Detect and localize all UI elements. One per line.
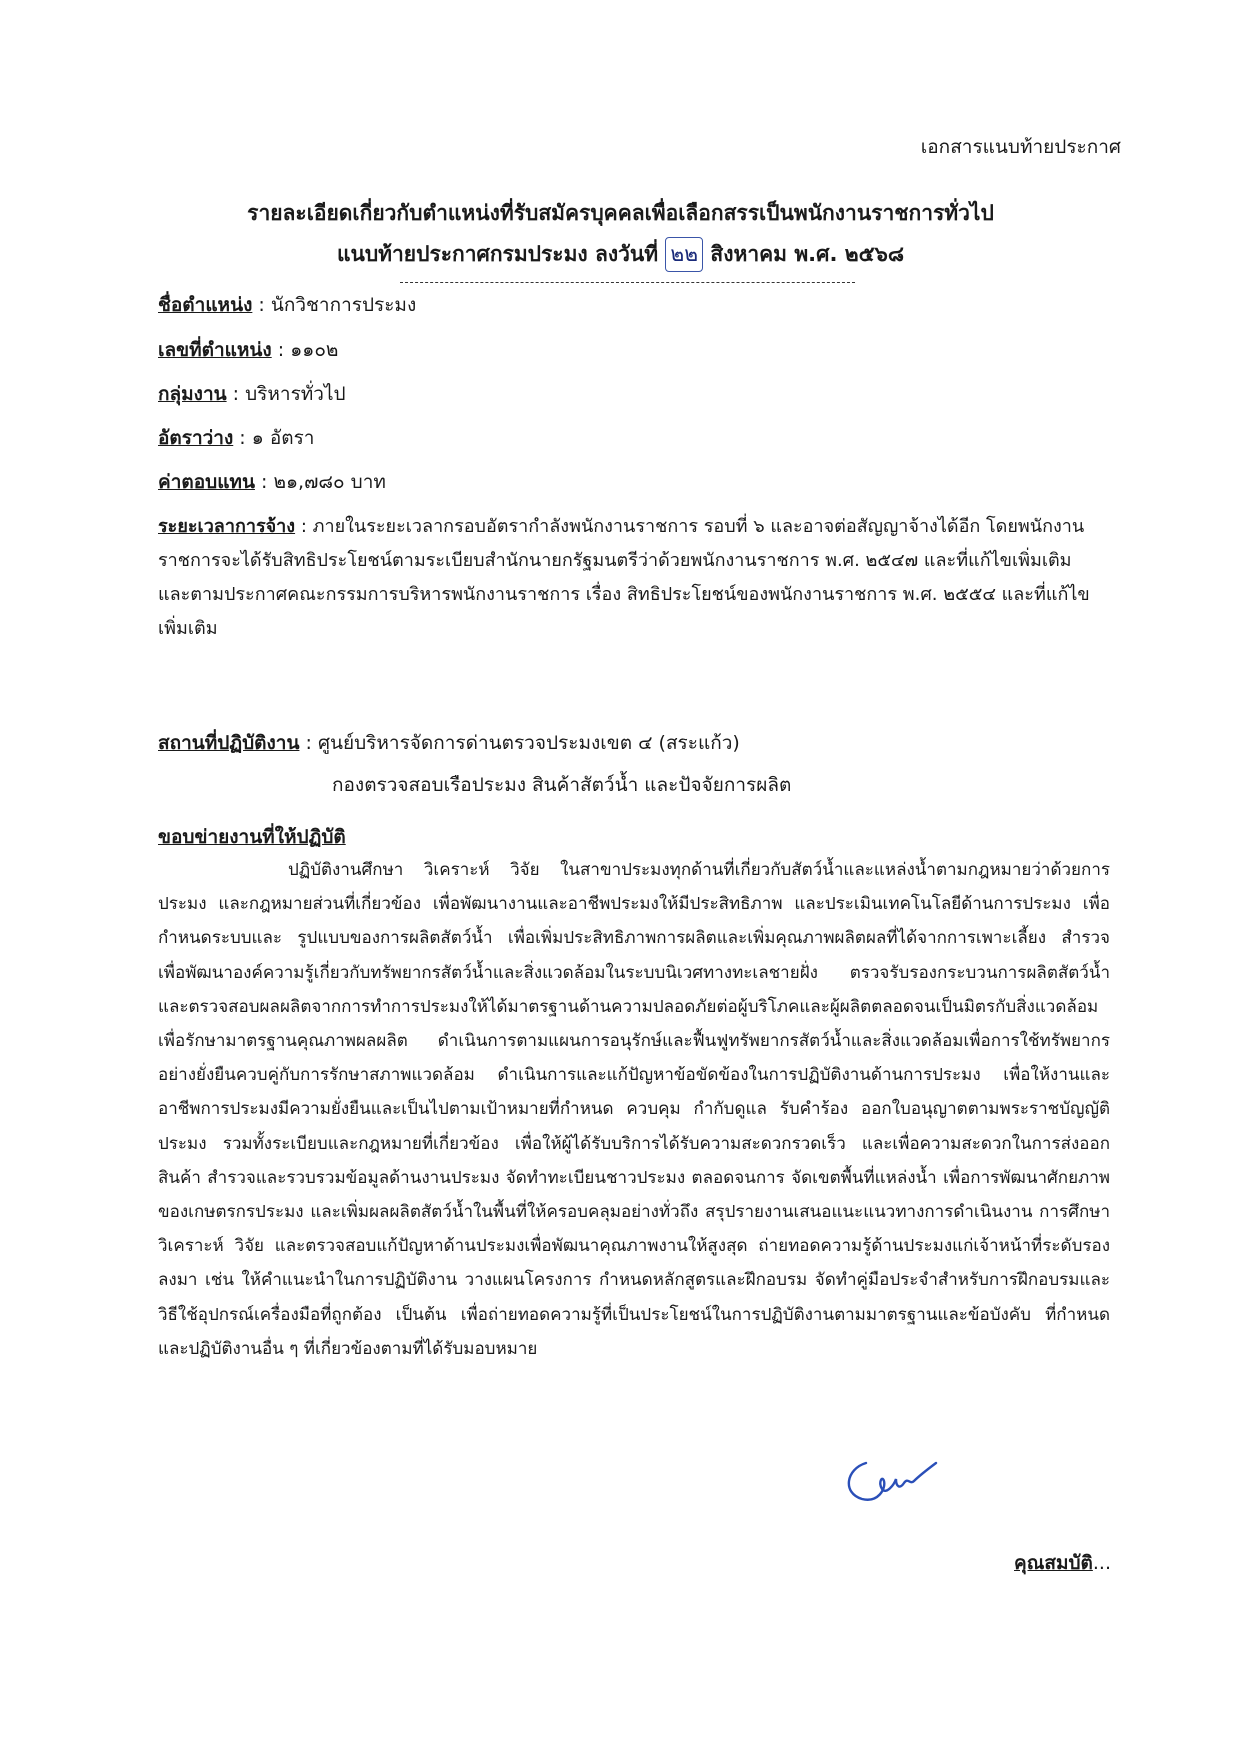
vacancies-value: ๑ อัตรา (251, 427, 315, 449)
workplace-line-1: ศูนย์บริหารจัดการด่านตรวจประมงเขต ๔ (สระแก้ว) (317, 732, 740, 754)
handwritten-date-day: ๒๒ (665, 237, 703, 272)
continued-suffix: ... (1092, 1552, 1111, 1574)
annex-label: เอกสารแนบท้ายประกาศ (920, 136, 1121, 158)
vacancies-row: อัตราว่าง : ๑ อัตรา (158, 427, 315, 449)
employment-period-label: ระยะเวลาการจ้าง (158, 516, 296, 537)
heading-line-2 (0, 237, 1241, 272)
position-name-label: ชื่อตำแหน่ง (158, 294, 253, 316)
continued-footer (1014, 1548, 1111, 1578)
heading-line-2-prefix: แนบท้ายประกาศกรมประมง ลงวันที่ (336, 242, 659, 266)
heading-line-2-suffix: สิงหาคม พ.ศ. ๒๕๖๘ (710, 242, 905, 266)
duties-text: ปฏิบัติงานศึกษา วิเคราะห์ วิจัย ในสาขาประมงทุกด้านที่เกี่ยวกับสัตว์น้ำและแหล่งน้ำตามกฎหมายว่าด้วยการประมง และกฎหมายส่วนที่เกี่ยวข้อง เพื่อพัฒนางานและอาชีพประมงให้มีประสิทธิภาพ และประเมินเทคโนโลยีด้านการประมง เพื่อกำหนดระบบและ รูปแบบของการผลิตสัตว์น้ำ เพื่อเพิ่มประสิทธิภาพการผลิตและเพิ่มคุณภาพผลิตผลที่ได้จากการเพาะเลี้ยง สำรวจ เพื่อพัฒนาองค์ความรู้เกี่ยวกับทรัพยากรสัตว์น้ำและสิ่งแวดล้อมในระบบนิเวศทางทะเลชายฝั่ง ตรวจรับรองกระบวนการผลิตสัตว์น้ำและตรวจสอบผลผลิตจากการทำการประมงให้ได้มาตรฐานด้านความปลอดภัยต่อผู้บริโภคและผู้ผลิตตลอดจนเป็นมิตรกับสิ่งแวดล้อม เพื่อรักษามาตรฐานคุณภาพผลผลิต ดำเนินการตามแผนการอนุรักษ์และฟื้นฟูทรัพยากรสัตว์น้ำและสิ่งแวดล้อมเพื่อการใช้ทรัพยากรอย่างยั่งยืนควบคู่กับการรักษาสภาพแวดล้อม ดำเนินการและแก้ปัญหาข้อขัดข้องในการปฏิบัติงานด้านการประมง เพื่อให้งานและอาชีพการประมงมีความยั่งยืนและเป็นไปตามเป้าหมายที่กำหนด ควบคุม กำกับดูแล รับคำร้อง ออกใบอนุญาตตามพระราชบัญญัติประมง รวมทั้งระเบียบและกฎหมายที่เกี่ยวข้อง เพื่อให้ผู้ได้รับบริการได้รับความสะดวกรวดเร็ว และเพื่อความสะดวกในการส่งออกสินค้า สำรวจและรวบรวมข้อมูลด้านงานประมง จัดทำทะเบียนชาวประมง ตลอดจนการ จัดเขตพื้นที่แหล่งน้ำ เพื่อการพัฒนาศักยภาพของเกษตรกรประมง และเพิ่มผลผลิตสัตว์น้ำในพื้นที่ให้ครอบคลุมอย่างทั่วถึง สรุปรายงานเสนอแนะแนวทางการดำเนินงาน การศึกษาวิเคราะห์ วิจัย และตรวจสอบแก้ปัญหาด้านประมงเพื่อพัฒนาคุณภาพงานให้สูงสุด ถ่ายทอดความรู้ด้านประมงแก่เจ้าหน้าที่ระดับรองลงมา เช่น ให้คำแนะนำในการปฏิบัติงาน วางแผนโครงการ กำหนดหลักสูตรและฝึกอบรม จัดทำคู่มือประจำสำหรับการฝึกอบรมและวิธีใช้อุปกรณ์เครื่องมือที่ถูกต้อง เป็นต้น เพื่อถ่ายทอดความรู้ที่เป็นประโยชน์ในการปฏิบัติงานตามมาตรฐานและข้อบังคับ ที่กำหนด และปฏิบัติงานอื่น ๆ ที่เกี่ยวข้องตามที่ได้รับมอบหมาย (158, 860, 1110, 1359)
continued-label: คุณสมบัติ (1014, 1552, 1093, 1574)
compensation-row: ค่าตอบแทน : ๒๑,๗๘๐ บาท (158, 471, 386, 493)
employment-period-text: ภายในระยะเวลากรอบอัตรากำลังพนักงานราชการ รอบที่ ๖ และอาจต่อสัญญาจ้างได้อีก โดยพนักงานราชการจะได้รับสิทธิประโยชน์ตามระเบียบสำนักนายกรัฐมนตรีว่าด้วยพนักงานราชการ พ.ศ. ๒๕๔๗ และที่แก้ไขเพิ่มเติม และตามประกาศคณะกรรมการบริหารพนักงานราชการ เรื่อง สิทธิประโยชน์ของพนักงานราชการ พ.ศ. ๒๕๕๔ และที่แก้ไขเพิ่มเติม (158, 516, 1090, 639)
position-name-value: นักวิชาการประมง (270, 294, 417, 316)
work-group-row: กลุ่มงาน : บริหารทั่วไป (158, 383, 346, 405)
position-number-label: เลขที่ตำแหน่ง (158, 339, 272, 361)
dashed-divider (400, 282, 855, 283)
position-name-row: ชื่อตำแหน่ง : นักวิชาการประมง (158, 294, 417, 316)
workplace-line-2: กองตรวจสอบเรือประมง สินค้าสัตว์น้ำ และปัจจัยการผลิต (332, 774, 792, 796)
duties-title: ขอบข่ายงานที่ให้ปฏิบัติ (158, 826, 346, 848)
position-number-value: ๑๑๐๒ (290, 339, 339, 361)
workplace-row: สถานที่ปฏิบัติงาน : ศูนย์บริหารจัดการด่านตรวจประมงเขต ๔ (สระแก้ว) (158, 732, 740, 754)
position-number-row: เลขที่ตำแหน่ง : ๑๑๐๒ (158, 339, 339, 361)
work-group-value: บริหารทั่วไป (245, 383, 346, 405)
compensation-label: ค่าตอบแทน (158, 471, 255, 493)
duties-paragraph (158, 853, 1110, 1366)
work-group-label: กลุ่มงาน (158, 383, 227, 405)
heading-line-1: รายละเอียดเกี่ยวกับตำแหน่งที่รับสมัครบุคคลเพื่อเลือกสรรเป็นพนักงานราชการทั่วไป (247, 201, 994, 225)
workplace-label: สถานที่ปฏิบัติงาน (158, 732, 300, 754)
vacancies-label: อัตราว่าง (158, 427, 234, 449)
compensation-value: ๒๑,๗๘๐ บาท (273, 471, 386, 493)
employment-period-paragraph: ระยะเวลาการจ้าง : ภายในระยะเวลากรอบอัตรากำลังพนักงานราชการ รอบที่ ๖ และอาจต่อสัญญาจ้างได้อีก โดยพนักงานราชการจะได้รับสิทธิประโยชน์ตามระเบียบสำนักนายกรัฐมนตรีว่าด้วยพนักงานราชการ พ.ศ. ๒๕๔๗ และที่แก้ไขเพิ่มเติม และตามประกาศคณะกรรมการบริหารพนักงานราชการ เรื่อง สิทธิประโยชน์ของพนักงานราชการ พ.ศ. ๒๕๕๔ และที่แก้ไขเพิ่มเติม (158, 516, 1090, 639)
signature-image (838, 1455, 948, 1514)
